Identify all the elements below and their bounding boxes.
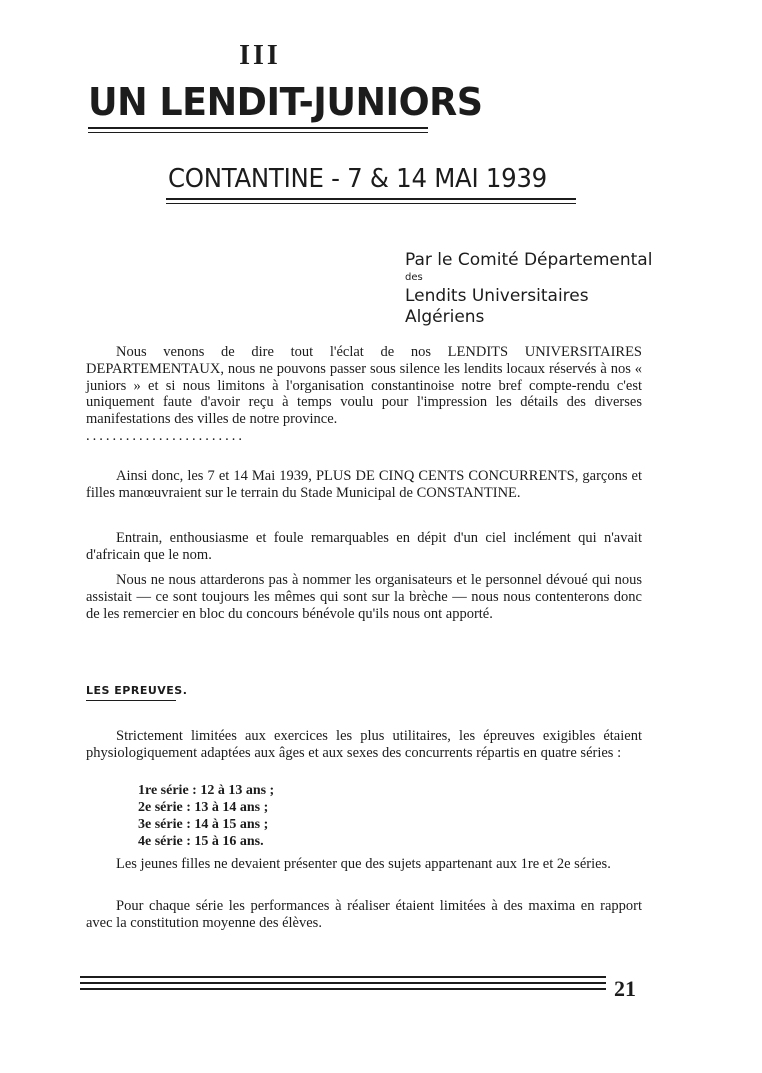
title-underline-2 [88, 132, 428, 133]
series-item: 4e série : 15 à 16 ans. [138, 834, 264, 849]
section-paragraph-3-block [86, 898, 642, 932]
page-title: UN LENDIT-JUNIORS [88, 80, 483, 124]
title-underline [88, 127, 428, 129]
section-paragraph-3: Pour chaque série les performances à réaliser étaient limitées à des maxima en rapport avec la constitution moyenne des élèves. [86, 898, 642, 931]
byline-line-3: Lendits Universitaires Algériens [405, 286, 589, 327]
paragraph-3: Entrain, enthousiasme et foule remarquables en dépit d'un ciel inclément qui n'avait d'africain que le nom. [86, 530, 642, 563]
paragraph-2-block [86, 468, 642, 502]
paragraph-4-block [86, 572, 642, 622]
paragraph-1: Nous venons de dire tout l'éclat de nos LENDITS UNIVERSITAIRES DEPARTEMENTAUX, nous ne pouvons passer sous silence les lendits locaux réservés à nos « juniors » et si nous limitons à l'organisation constantinoise notre bref compte-rendu c'est uniquement faute d'avoir reçu à temps voulu pour l'impression les détails des diverses manifestations des villes de notre province. [86, 344, 642, 428]
section-paragraph-2-block [86, 856, 642, 873]
section-paragraph-1-block [86, 728, 642, 762]
page-number: 21 [614, 976, 636, 1001]
byline-line-2: des [405, 272, 423, 284]
section-heading: LES EPREUVES. [86, 684, 188, 697]
footer-rule-2 [80, 982, 606, 984]
event-subtitle: CONTANTINE - 7 & 14 MAI 1939 [168, 164, 547, 194]
series-item: 1re série : 12 à 13 ans ; [138, 783, 275, 798]
footer-rule-3 [80, 988, 606, 990]
byline-line-1: Par le Comité Départemental [405, 250, 653, 270]
footer-rule-1 [80, 976, 606, 978]
paragraph-2: Ainsi donc, les 7 et 14 Mai 1939, PLUS DE CINQ CENTS CONCURRENTS, garçons et filles manœuvraient sur le terrain du Stade Municipal de CONSTANTINE. [86, 468, 642, 501]
subtitle-underline [166, 198, 576, 200]
paragraph-4: Nous ne nous attarderons pas à nommer les organisateurs et le personnel dévoué qui nous assistait — ce sont toujours les mêmes qui sont sur la brèche — nous nous contenterons donc de les remercier en bloc du concours bénévole qu'ils nous ont apporté. [86, 572, 642, 622]
subtitle-underline-2 [166, 203, 576, 204]
series-item: 2e série : 13 à 14 ans ; [138, 800, 269, 815]
byline [405, 250, 665, 327]
series-list [138, 782, 274, 850]
section-paragraph-1: Strictement limitées aux exercices les plus utilitaires, les épreuves exigibles étaient physiologiquement adaptées aux âges et aux sexes des concurrents répartis en quatre séries : [86, 728, 642, 761]
section-paragraph-2: Les jeunes filles ne devaient présenter que des sujets appartenant aux 1re et 2e séries. [116, 856, 611, 872]
chapter-number: III [239, 40, 281, 71]
heading-underline [86, 700, 176, 701]
intro-paragraph [86, 344, 642, 445]
ellipsis-dots: ........................ [86, 427, 245, 444]
series-item: 3e série : 14 à 15 ans ; [138, 817, 269, 832]
paragraph-3-block [86, 530, 642, 564]
